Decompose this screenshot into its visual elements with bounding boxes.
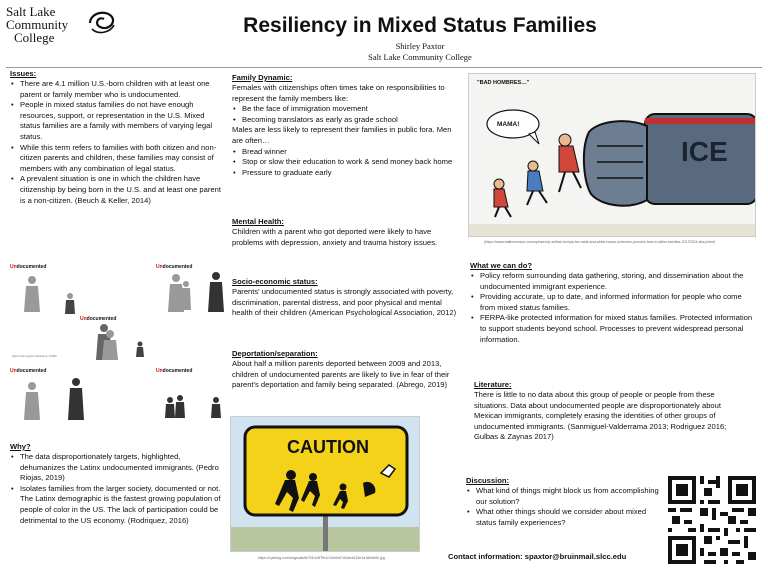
list-item: • Policy reform surrounding data gathering, storing, and dissemination about the undocumented immigrant experience. (470, 271, 758, 292)
qr-code-icon[interactable] (668, 476, 756, 564)
mental-health-heading: Mental Health: (232, 217, 284, 226)
family-dynamic-list-a (232, 104, 458, 125)
issues-heading: Issues: (10, 69, 37, 78)
literature-section (474, 380, 730, 443)
socio-economic-section (232, 277, 458, 319)
list-item: • Pressure to graduate early (232, 168, 458, 179)
list-item: • There are 4.1 million U.S.-born children with at least one parent or family member who is undocumented. (10, 79, 224, 100)
list-item: • What kind of things might block us from accomplishing our solution? (466, 486, 662, 507)
deportation-heading: Deportation/separation: (232, 349, 318, 358)
logo-line-2: Community (6, 17, 69, 32)
cartoon-citation: (https://www.baltimoresun.com/opinion/op-ed/bal-trumps-ice-raids-and-white-house-schemes-provoke-fear-in-latino-families-20170224-story.html) (484, 240, 716, 244)
cell-label: Undocumented (156, 368, 193, 374)
socio-economic-text: Parents' undocumented status is strongly associated with poverty, discrimination, parental distress, and poor physical and mental health of their children (American Psychological Association, 2012) (232, 287, 457, 318)
silhouette-cell (10, 264, 80, 316)
what-we-can-do-list (470, 271, 758, 345)
mental-health-section (232, 217, 458, 248)
contact-info: Contact information: spaxtor@bruinmail.slcc.edu (448, 552, 627, 561)
list-item: • Isolates families from the larger society, documented or not. The Latinx demographic is the fastest growing population of people of color in the US. The lack of participation could be detrimental to the US economy. (Rodriquez, 2016) (10, 484, 224, 526)
cell-label: Undocumented (80, 316, 117, 322)
list-item: • Stop or slow their education to work & send money back home (232, 157, 458, 168)
list-item: • Bread winner (232, 147, 458, 158)
silhouette-cell (156, 368, 226, 420)
family-dynamic-section (232, 73, 458, 178)
caution-sign-image (230, 416, 420, 552)
family-dynamic-list-b (232, 147, 458, 179)
cartoon-ice-label: ICE (681, 136, 728, 167)
qr-code-graphic (668, 476, 756, 564)
institution-name: Salt Lake Community College (368, 52, 472, 62)
literature-text: There is little to no data about this group of people or people from these situations. Data about undocumented people are disproportionately about Mexican immigrants, completely erasing the identities of other groups of undocumented immigrants. (Sanmiguel-Valderrama 2013; Rodriguez 2016; Gulbas & Zaynas 2017) (474, 390, 727, 442)
socio-economic-heading: Socio-economic status: (232, 277, 318, 286)
college-logo (6, 5, 118, 47)
poster-title: Resiliency in Mixed Status Families (243, 14, 597, 37)
list-item: • A prevalent situation is one in which the children have citizenship by being born in the U.S. and at least one parent is a non-citizen. (Beuch & Keller, 2014) (10, 174, 224, 206)
family-dynamic-heading: Family Dynamic: (232, 73, 293, 82)
issues-section (10, 69, 224, 206)
caution-image-citation: https://i.pinimg.com/originals/6f/7f/b1/6f7fb1c13e0e07d3ae4d15e1a16b9a92.jpg (258, 556, 385, 560)
list-item: • Be the face of immigration movement (232, 104, 458, 115)
list-item: • While this term refers to families with both citizen and non-citizen parents and children, these families may consist of members with any combination of legal status. (10, 143, 224, 175)
cell-label: Undocumented (156, 264, 193, 270)
cell-label: Undocumented (10, 264, 47, 270)
logo-line-1: Salt Lake (6, 4, 56, 19)
author-name: Shirley Paxtor (395, 41, 445, 51)
ice-cartoon-image (468, 73, 756, 237)
deportation-text: About half a million parents deported between 2009 and 2013, children of undocumented parents are likely to live in fear of their parent's deportation and family being separated. (Abrego, 2019) (232, 359, 450, 390)
list-item: • People in mixed status families do not have enough resources, support, or representation in the U.S. Mixed status families are a family with members of varying legal status. (10, 100, 224, 142)
discussion-list (466, 486, 662, 528)
list-item: • Providing accurate, up to date, and informed information for people who come from mixed status families. (470, 292, 758, 313)
list-item: • The data disproportionately targets, highlighted, dehumanizes the Latinx undocumented immigrants. (Pedro Riojas, 2019) (10, 452, 224, 484)
silhouette-cell (10, 368, 80, 420)
family-dynamic-intro: Females with citizenships often times take on responsibilities to represent the family members like: (232, 83, 445, 103)
why-heading: Why? (10, 442, 31, 451)
cartoon-speech-text: "BAD HOMBRES…" (477, 80, 530, 86)
list-item: • FERPA-like protected information for mixed status families. Protected information to support students beyond school. Processes to prevent widespread personal information. (470, 313, 758, 345)
why-section (10, 442, 224, 526)
literature-heading: Literature: (474, 380, 512, 389)
family-dynamic-middle: Males are less likely to represent their families in public fora. Men are often… (232, 125, 452, 145)
logo-line-3: College (14, 30, 55, 45)
discussion-heading: Discussion: (466, 476, 510, 485)
deportation-section (232, 349, 458, 391)
figure-citation: https://doi.org/10.1111/sjop.12180 (12, 354, 57, 358)
cartoon-shout-text: MAMA! (497, 121, 520, 128)
silhouette-cell (80, 316, 150, 368)
caution-sign-text: CAUTION (287, 437, 369, 457)
what-we-can-do-section (470, 261, 758, 345)
undocumented-silhouette-figure (10, 264, 226, 432)
header-divider (6, 67, 762, 68)
what-we-can-do-heading: What we can do? (470, 261, 533, 270)
mental-health-text: Children with a parent who got deported were likely to have problems with depression, anxiety and trauma history issues. (232, 227, 438, 247)
list-item: • Becoming translators as early as grade school (232, 115, 458, 126)
why-list (10, 452, 224, 526)
cell-label: Undocumented (10, 368, 47, 374)
swirl-logo-icon (86, 7, 118, 37)
silhouette-cell (156, 264, 226, 316)
issues-list (10, 79, 224, 206)
discussion-section (466, 476, 662, 528)
list-item: • What other things should we consider about mixed status family experiences? (466, 507, 662, 528)
